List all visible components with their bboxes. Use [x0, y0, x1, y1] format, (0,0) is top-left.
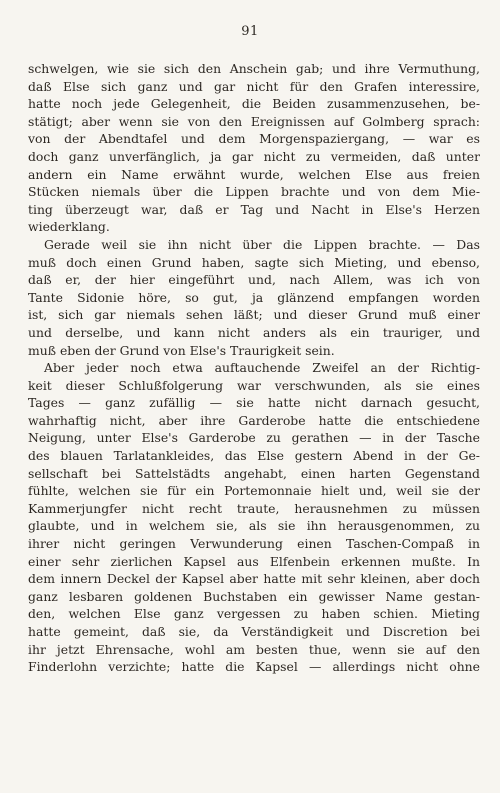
text-line: ist, sich gar niemals sehen läßt; und dieser Grund muß einer [28, 307, 480, 323]
text-line: Tages — ganz zufällig — sie hatte nicht darnach gesucht, [28, 395, 480, 411]
text-line: glaubte, und in welchem sie, als sie ihn herausgenommen, zu [28, 518, 480, 534]
text-line: andern ein Name erwähnt wurde, welchen Else aus freien [28, 166, 480, 182]
text-line: Gerade weil sie ihn nicht über die Lippen brachte. — Das [44, 236, 480, 252]
text-line: wiederklang. [28, 219, 110, 235]
text-line: wahrhaftig nicht, aber ihre Garderobe hatte die entschiedene [28, 412, 480, 428]
text-line: daß Else sich ganz und gar nicht für den Grafen interessire, [28, 78, 480, 94]
text-line: einer sehr zierlichen Kapsel aus Elfenbein erkennen mußte. In [28, 553, 480, 569]
text-line: doch ganz unverfänglich, ja gar nicht zu vermeiden, daß unter [28, 148, 480, 164]
text-line: ihr jetzt Ehrensache, wohl am besten thue, wenn sie auf den [28, 641, 480, 657]
text-line: Aber jeder noch etwa auftauchende Zweifel an der Richtig- [44, 360, 480, 376]
text-line: muß eben der Grund von Else's Traurigkeit sein. [28, 342, 335, 358]
text-line: sellschaft bei Sattelstädts angehabt, einen harten Gegenstand [28, 465, 480, 481]
text-line: schwelgen, wie sie sich den Anschein gab; und ihre Vermuthung, [28, 61, 480, 76]
text-line: Tante Sidonie höre, so gut, ja glänzend empfangen worden [28, 289, 480, 305]
text-line: Neigung, unter Else's Garderobe zu gerathen — in der Tasche [28, 430, 480, 446]
text-line: Kammerjungfer nicht recht traute, herausnehmen zu müssen [28, 500, 480, 516]
text-line: stätigt; aber wenn sie von den Ereignissen auf Golmberg sprach: [28, 113, 480, 129]
text-line: Stücken niemals über die Lippen brachte und von dem Mie- [28, 184, 480, 200]
text-line: von der Abendtafel und dem Morgenspaziergang, — war es [28, 131, 480, 147]
text-line: fühlte, welchen sie für ein Portemonnaie hielt und, weil sie der [28, 483, 480, 499]
text-line: keit dieser Schlußfolgerung war verschwunden, als sie eines [28, 377, 480, 393]
text-line: ting überzeugt war, daß er Tag und Nacht in Else's Herzen [28, 201, 480, 217]
text-line: ganz lesbaren goldenen Buchstaben ein gewisser Name gestan- [28, 588, 480, 604]
text-line: muß doch einen Grund haben, sagte sich Mieting, und ebenso, [28, 254, 480, 270]
text-line: ihrer nicht geringen Verwunderung einen Taschen-Compaß in [28, 536, 480, 552]
text-line: dem innern Deckel der Kapsel aber hatte mit sehr kleinen, aber doch [28, 571, 480, 587]
text-line: den, welchen Else ganz vergessen zu haben schien. Mieting [28, 606, 480, 622]
text-line: des blauen Tarlatankleides, das Else gestern Abend in der Ge- [28, 448, 480, 464]
text-line: Finderlohn verzichte; hatte die Kapsel — allerdings nicht ohne [28, 659, 480, 675]
text-line: und derselbe, und kann nicht anders als ein trauriger, und [28, 324, 480, 340]
text-line: hatte noch jede Gelegenheit, die Beiden zusammenzusehen, be- [28, 96, 480, 112]
text-line: hatte gemeint, daß sie, da Verständigkeit und Discretion bei [28, 624, 480, 639]
body-text [28, 60, 480, 676]
text-line: daß er, der hier eingeführt und, nach Allem, was ich von [28, 272, 480, 288]
page-number: 91 [241, 24, 259, 39]
